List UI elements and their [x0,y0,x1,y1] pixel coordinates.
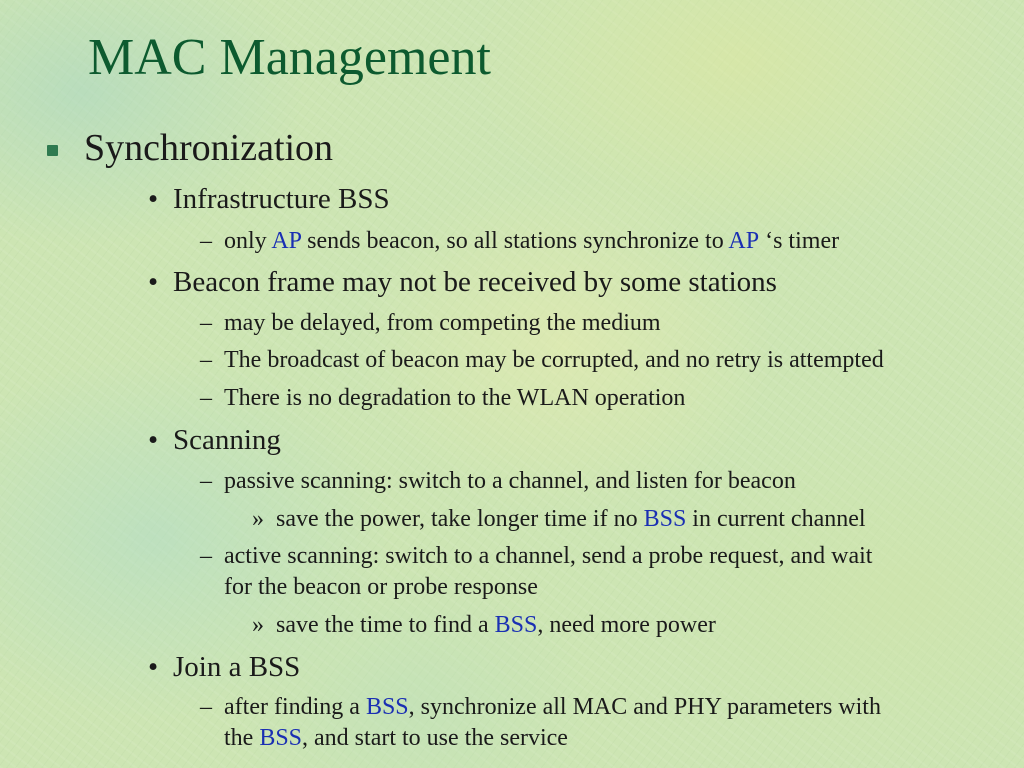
bullet-no-degradation: There is no degradation to the WLAN operation [224,385,686,411]
ap-highlight: AP [271,228,302,254]
bullet-dot-icon: • [148,424,159,456]
bullet-delayed: may be delayed, from competing the medium [224,310,661,336]
text-segment: , synchronize all MAC and PHY parameters with [408,694,881,720]
bss-highlight: BSS [259,725,303,751]
text-segment: save the time to find a [276,612,495,638]
bss-highlight: BSS [643,506,687,532]
bullet-beacon-frame: Beacon frame may not be received by some stations [173,266,777,298]
text-segment: , need more power [537,612,716,638]
bullet-after-finding-line1 [224,693,881,722]
bullet-scanning: Scanning [173,424,281,456]
bullet-save-time [276,611,716,640]
ap-highlight: AP [728,228,760,254]
dash-marker-icon: – [200,347,212,373]
text-segment: in current channel [686,506,866,532]
bullet-dot-icon: • [148,183,159,215]
apostrophe: ‘ [765,228,774,254]
dash-marker-icon: – [200,694,212,720]
dash-marker-icon: – [200,543,212,569]
bullet-active-scanning-line1: active scanning: switch to a channel, send a probe request, and wait [224,543,873,569]
bullet-after-finding-line2 [224,724,568,753]
bullet-join-bss: Join a BSS [173,651,301,683]
double-chevron-icon: » [252,506,264,532]
dash-marker-icon: – [200,468,212,494]
text-segment: sends beacon, so all stations synchronize to [301,228,729,254]
bullet-dot-icon: • [148,266,159,298]
text-segment: after finding a [224,694,366,720]
double-chevron-icon: » [252,612,264,638]
bullet-infrastructure-bss: Infrastructure BSS [173,183,390,215]
bullet-dot-icon: • [148,651,159,683]
text-segment: only [224,228,272,254]
bullet-passive-scanning: passive scanning: switch to a channel, and listen for beacon [224,468,796,494]
bullet-broadcast-corrupted: The broadcast of beacon may be corrupted, and no retry is attempted [224,347,884,373]
text-segment: , and start to use the service [302,725,568,751]
bss-highlight: BSS [365,694,409,720]
square-bullet-icon [47,145,58,156]
slide-title: MAC Management [88,29,491,86]
dash-marker-icon: – [200,385,212,411]
text-segment: the [224,725,260,751]
text-segment: s timer [773,228,840,254]
bss-highlight: BSS [494,612,538,638]
dash-marker-icon: – [200,310,212,336]
bullet-save-power [276,505,866,534]
bullet-active-scanning-line2: for the beacon or probe response [224,574,538,600]
text-segment: save the power, take longer time if no [276,506,644,532]
bullet-only-ap [224,227,839,256]
bullet-synchronization: Synchronization [84,127,334,169]
dash-marker-icon: – [200,228,212,254]
